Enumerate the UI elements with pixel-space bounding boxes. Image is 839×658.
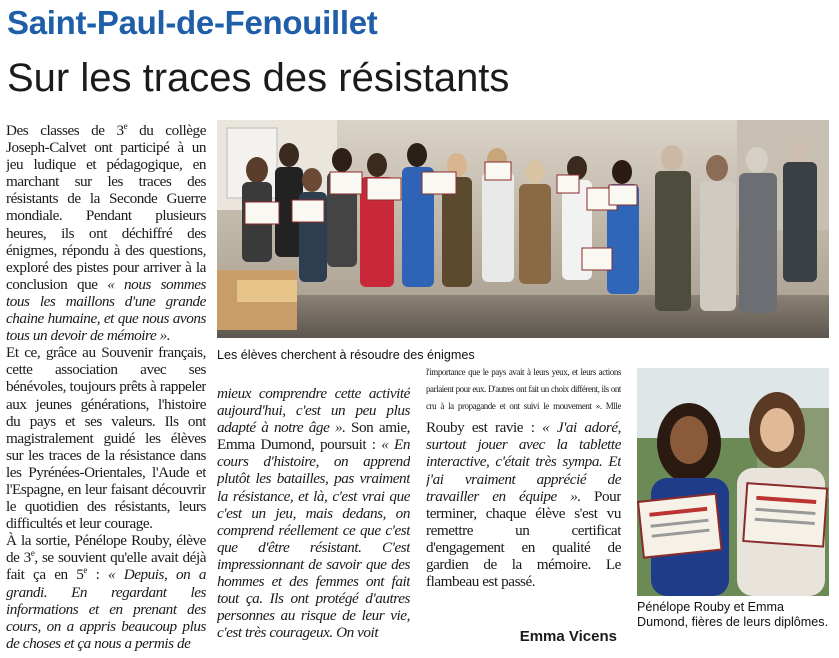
article-kicker: Saint-Paul-de-Fenouillet: [7, 4, 378, 41]
paragraph-testimonies-cont-cont: $^{l'importance que le pays avait à leurs yeux, et leurs actions parlaient pour eux. D'autres ont fait un choix différent, ils ont cru à la propagande et ont suivi le mouvement ». Mlle}$ Rouby est ravie : « J'ai adoré, surtout jouer avec la tablette interactive, c'était très sympa. Et j'ai vraiment apprécié de travailler en équipe ». Pour terminer, chaque élève s'est vu remettre un certificat d'engagement en qualité de gardien de la mémoire. Le flambeau est passé.: [426, 368, 621, 591]
paragraph-intro: Des classes de 3e du collège Joseph-Calvet ont participé à un jeu ludique et pédagogique, en marchant sur les traces des résistants de la Seconde Guerre mondiale. Pendant plusieurs heures, ils ont déchiffré des énigmes, répondu à des questions, exploré des pistes pour arriver à la conclusion que « nous sommes tous les maillons d'une grande chaine humaine, et que nous avons tous un devoir de mémoire ».: [6, 122, 206, 345]
paragraph-testimonies: À la sortie, Pénélope Rouby, élève de 3e, se souvient qu'elle avait déjà fait ça en 5e : « Depuis, on a grandi. En regardant les informations et en prenant des cours, on a appris beaucoup plus de choses et ça nous a permis de: [6, 532, 206, 652]
article-author: Emma Vicens: [519, 628, 617, 645]
portrait-photo: [637, 368, 829, 596]
article-column-1: [6, 122, 206, 657]
article-column-2: [217, 385, 410, 657]
article-headline: Sur les traces des résistants: [7, 56, 510, 100]
portrait-photo-caption: Pénélope Rouby et Emma Dumond, fières de leurs diplômes.: [637, 600, 829, 629]
paragraph-testimonies-cont: mieux comprendre cette activité aujourd'hui, c'est un peu plus adapté à notre âge ». Son amie, Emma Dumond, poursuit : « En cours d'histoire, on apprend plutôt les batailles, pas vraiment la résistance, et là, c'est vrai que c'est un jeu, mais dedans, on comprend réellement ce que c'est que d'être résistant. C'est impressionnant de savoir que des hommes et des femmes ont fait tout ça. Ils ont protégé d'autres personnes au risque de leur vie, c'est très courageux. On voit: [217, 385, 410, 642]
main-photo-caption: Les élèves cherchent à résoudre des énigmes: [217, 348, 475, 362]
paragraph-association: Et ce, grâce au Souvenir français, cette association avec ses bénévoles, toujours prêts à rappeler aux jeunes générations, l'histoire du pays et ses valeurs. Ils ont magistralement guidé les élèves sur les traces de la résistance dans les Pyrénées-Orientales, l'Aude et l'Espagne, en leur faisant découvrir le quotidien des résistants, leurs difficultés et leur courage.: [6, 344, 206, 533]
article-column-3: [426, 368, 621, 628]
group-photo: [217, 120, 829, 338]
